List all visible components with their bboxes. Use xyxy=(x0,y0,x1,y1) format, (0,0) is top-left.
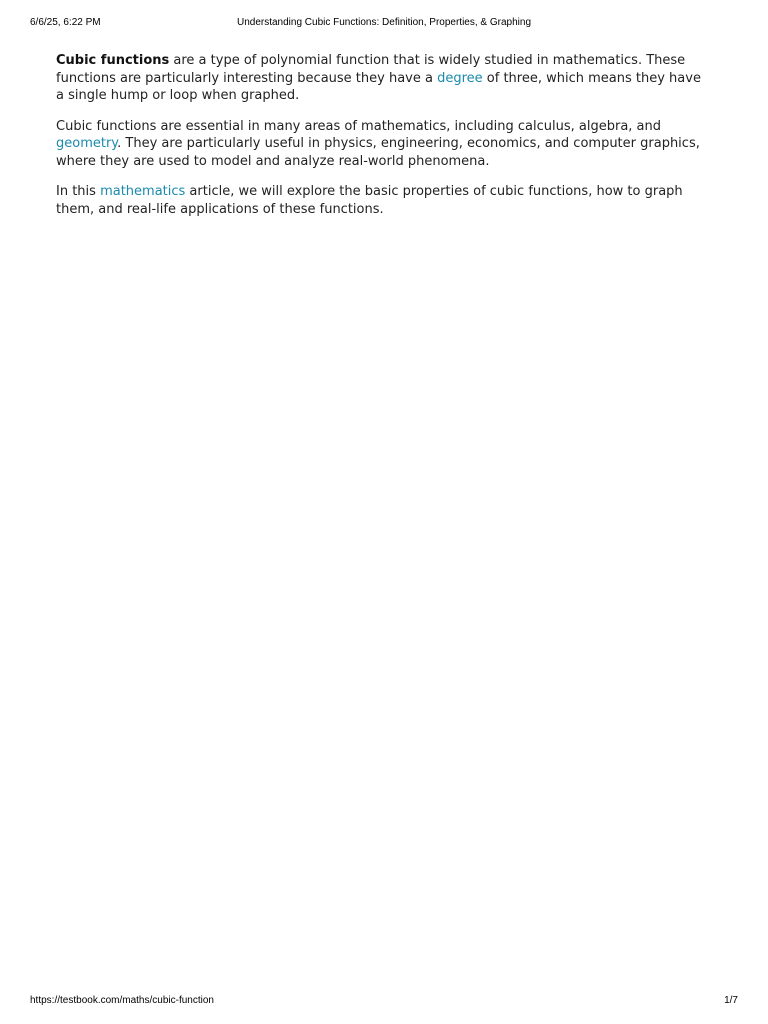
link-degree[interactable]: degree xyxy=(437,70,483,86)
paragraph-text: are a type of polynomial function that is widely studied in mathematics. These functions are particularly interesting because they have a xyxy=(56,53,686,86)
link-geometry[interactable]: geometry xyxy=(56,136,118,151)
page-number: 1/7 xyxy=(724,995,738,1006)
paragraph-text: of three, which means they have a single hump or loop when graphed. xyxy=(56,70,701,103)
print-header xyxy=(30,17,738,31)
paragraph-uses xyxy=(56,118,712,171)
link-mathematics[interactable]: mathematics xyxy=(100,184,186,199)
print-footer xyxy=(30,995,738,1009)
article-body xyxy=(56,52,712,231)
paragraph-intro xyxy=(56,52,712,105)
paragraph-text: . They are particularly useful in physics, engineering, economics, and computer graphics, where they are used to model and analyze real-world phenomena. xyxy=(56,136,700,169)
paragraph-text: In this xyxy=(56,184,101,199)
print-url: https://testbook.com/maths/cubic-function xyxy=(30,995,214,1006)
paragraph-text: article, we will explore the basic properties of cubic functions, how to graph them, and real-life applications of these functions. xyxy=(56,184,683,217)
bold-term-cubic-functions: Cubic functions xyxy=(56,53,170,68)
print-page-title: Understanding Cubic Functions: Definition, Properties, & Graphing xyxy=(236,17,532,28)
paragraph-overview xyxy=(56,183,712,218)
paragraph-text: Cubic functions are essential in many areas of mathematics, including calculus, algebra, and xyxy=(56,118,662,134)
print-date: 6/6/25, 6:22 PM xyxy=(30,17,101,28)
